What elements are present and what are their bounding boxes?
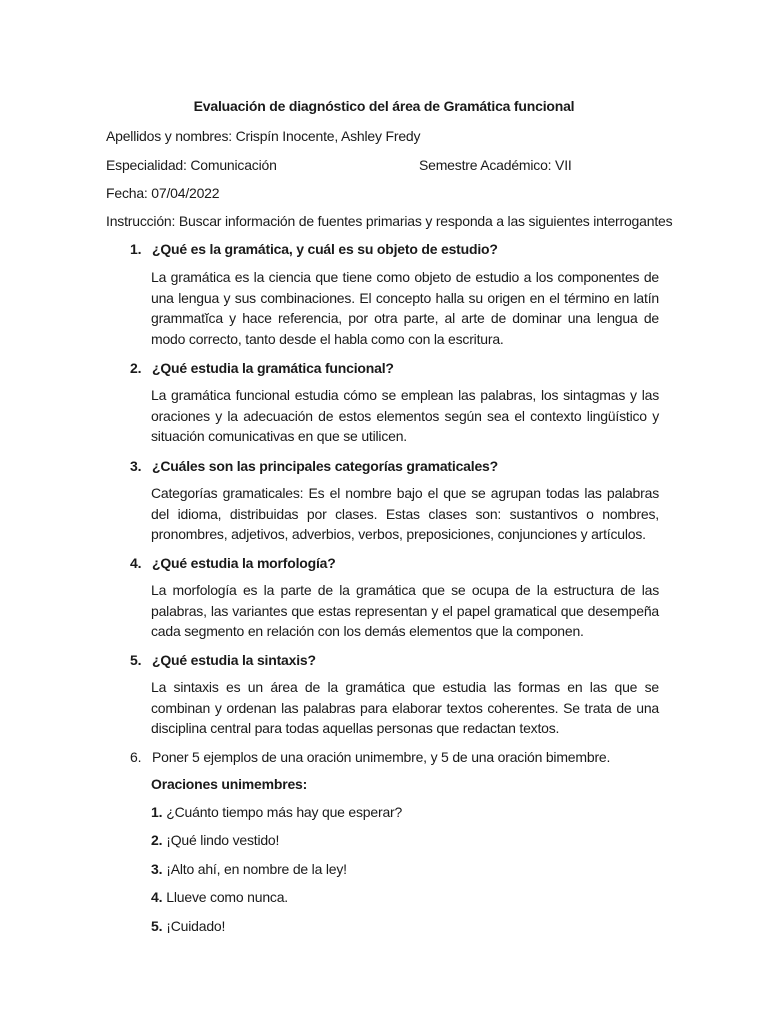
item-number: 4. [151, 889, 163, 905]
question-text: ¿Cuáles son las principales categorías gramaticales? [152, 458, 498, 474]
list-item [151, 861, 347, 877]
answer-4: La morfología es la parte de la gramática que se ocupa de la estructura de las palabras, las variantes que estas representan y el papel gramatical que desempeña cada segmento en relación con los demás elementos que la componen. [151, 582, 659, 640]
item-number: 3. [151, 861, 163, 877]
specialty-line [106, 157, 572, 173]
item-number: 1. [151, 804, 163, 820]
question-2 [130, 360, 394, 376]
question-number: 2. [130, 360, 142, 376]
unimembres-heading: Oraciones unimembres: [151, 776, 308, 792]
question-4 [130, 555, 336, 571]
question-number: 1. [130, 241, 142, 257]
item-text: ¡Qué lindo vestido! [166, 832, 280, 848]
item-text: ¡Alto ahí, en nombre de la ley! [166, 861, 347, 877]
date-line: Fecha: 07/04/2022 [106, 185, 220, 201]
question-number: 3. [130, 458, 142, 474]
list-item [151, 889, 288, 905]
answer-2: La gramática funcional estudia cómo se emplean las palabras, los sintagmas y las oraciones y la adecuación de estos elementos según sea el contexto lingüístico y situación comunicativas en que se utilicen. [151, 387, 659, 445]
item-text: Llueve como nunca. [166, 889, 288, 905]
semester-text: Semestre Académico: VII [419, 157, 572, 173]
question-3 [130, 458, 498, 474]
question-6 [130, 749, 610, 765]
question-text: Poner 5 ejemplos de una oración unimembre, y 5 de una oración bimembre. [152, 749, 611, 765]
student-name-line: Apellidos y nombres: Crispín Inocente, Ashley Fredy [106, 128, 421, 144]
answer-1: La gramática es la ciencia que tiene como objeto de estudio a los componentes de una lengua y sus combinaciones. El concepto halla su origen en el término en latín grammatĭca y hace referencia, por otra parte, al arte de dominar una lengua de modo correcto, tanto desde el habla como con la escritura. [151, 269, 659, 348]
question-text: ¿Qué estudia la gramática funcional? [152, 360, 394, 376]
question-number: 6. [130, 749, 142, 765]
item-number: 2. [151, 832, 163, 848]
document-title: Evaluación de diagnóstico del área de Gramática funcional [193, 98, 575, 114]
question-1 [130, 241, 498, 257]
question-text: ¿Qué es la gramática, y cuál es su objeto de estudio? [152, 241, 498, 257]
instruction-line: Instrucción: Buscar información de fuentes primarias y responda a las siguientes interrogantes [106, 213, 673, 229]
item-number: 5. [151, 918, 163, 934]
list-item [151, 918, 225, 934]
list-item [151, 804, 402, 820]
list-item [151, 832, 279, 848]
question-text: ¿Qué estudia la morfología? [152, 555, 336, 571]
question-number: 5. [130, 652, 142, 668]
question-number: 4. [130, 555, 142, 571]
item-text: ¿Cuánto tiempo más hay que esperar? [166, 804, 403, 820]
item-text: ¡Cuidado! [166, 918, 226, 934]
question-text: ¿Qué estudia la sintaxis? [152, 652, 316, 668]
question-5 [130, 652, 316, 668]
answer-5: La sintaxis es un área de la gramática que estudia las formas en las que se combinan y ordenan las palabras para elaborar textos coherentes. Se trata de una disciplina central para todas aquellas personas que redactan textos. [151, 679, 659, 737]
specialty-text: Especialidad: Comunicación [106, 157, 277, 173]
answer-3: Categorías gramaticales: Es el nombre bajo el que se agrupan todas las palabras del idioma, distribuidas por clases. Estas clases son: sustantivos o nombres, pronombres, adjetivos, adverbios, verbos, preposiciones, conjunciones y artículos. [151, 485, 659, 543]
